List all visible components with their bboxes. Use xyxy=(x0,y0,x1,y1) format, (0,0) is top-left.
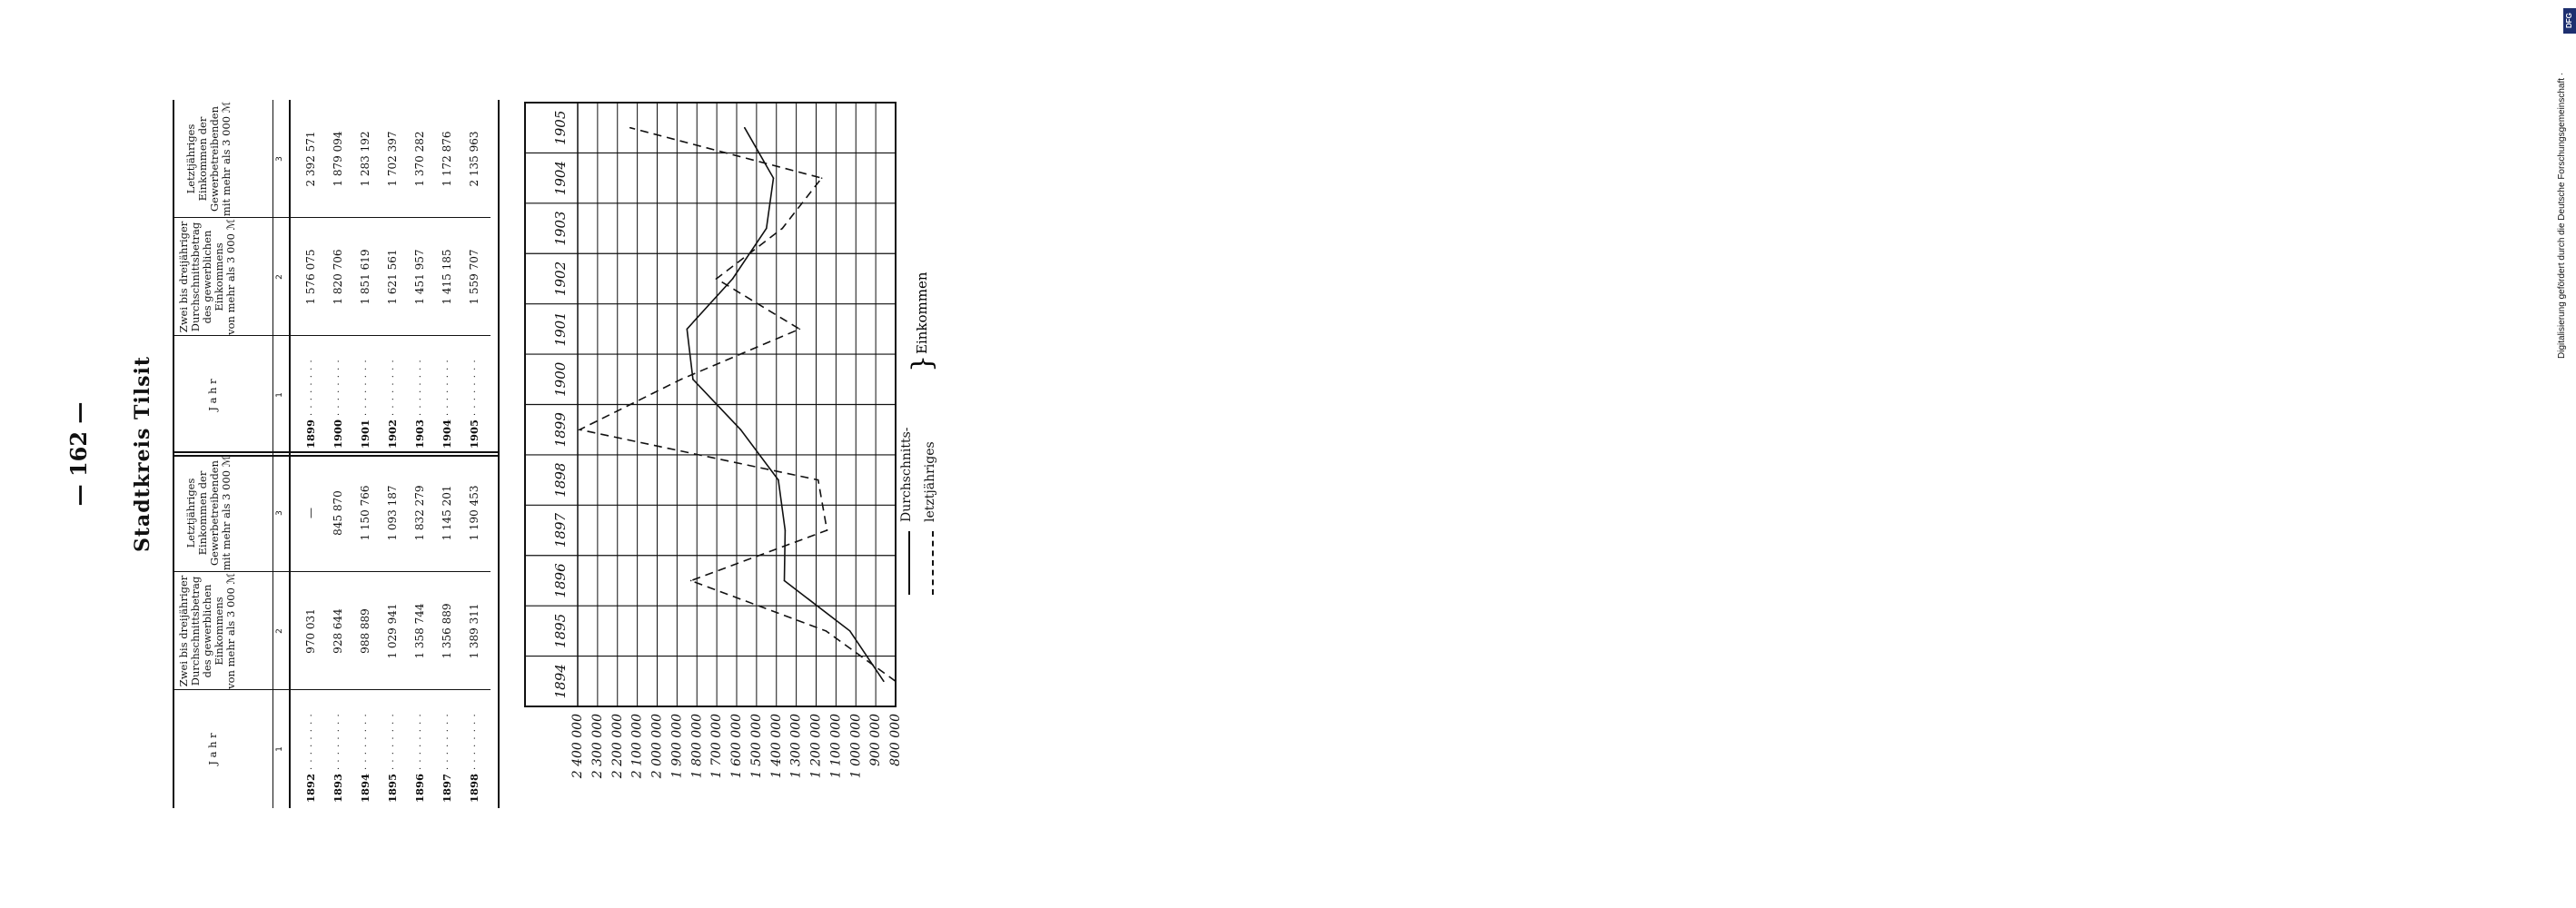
row-last-value: 1 879 094 xyxy=(332,131,344,187)
row-last-value: 1 702 397 xyxy=(386,131,399,187)
column-number: 1 xyxy=(275,746,284,752)
header-last xyxy=(185,100,233,218)
row-year: 1905 xyxy=(468,419,481,449)
row-year: 1897 xyxy=(441,773,453,803)
header-avg-line: von mehr als 3 000 ℳ xyxy=(224,219,237,335)
y-tick-label: 2 200 000 xyxy=(609,714,625,779)
row-year: 1892 xyxy=(304,773,317,803)
data-point xyxy=(826,630,827,632)
header-bottom-rule xyxy=(272,100,273,808)
data-point xyxy=(732,278,734,280)
y-tick-label: 2 400 000 xyxy=(570,714,585,779)
row-last-value: — xyxy=(304,508,317,518)
row-leader-dots: . . . . . . . . xyxy=(441,359,451,416)
center-double-rule xyxy=(173,451,500,453)
data-point xyxy=(680,379,682,380)
data-point xyxy=(883,680,885,682)
table-bottom-rule xyxy=(498,100,500,808)
page-number: — 162 — xyxy=(65,401,92,507)
column-number: 3 xyxy=(275,510,284,516)
header-avg-line: von mehr als 3 000 ℳ xyxy=(224,573,237,689)
legend-income-label: Einkommen xyxy=(914,271,930,354)
header-last-line: Einkommen der xyxy=(196,470,209,556)
x-year-label: 1894 xyxy=(552,664,569,699)
row-year: 1898 xyxy=(468,773,481,803)
data-point xyxy=(821,177,823,179)
y-tick-label: 1 300 000 xyxy=(788,714,804,779)
data-point xyxy=(817,479,819,481)
row-leader-dots: . . . . . . . . xyxy=(468,713,478,770)
y-tick-label: 900 000 xyxy=(868,714,884,766)
row-last-value: 1 172 876 xyxy=(441,131,453,187)
y-tick-label: 1 700 000 xyxy=(709,714,725,779)
x-year-label: 1902 xyxy=(552,261,569,297)
row-last-value: 1 190 453 xyxy=(468,485,481,541)
header-last-line: Gewerbetreibenden xyxy=(208,105,221,212)
row-avg-value: 1 621 561 xyxy=(386,249,399,305)
y-tick-label: 1 600 000 xyxy=(729,714,744,779)
y-tick-label: 1 200 000 xyxy=(808,714,824,779)
column-number: 1 xyxy=(275,392,284,398)
page-title: Stadtkreis Tilsit xyxy=(131,355,154,553)
header-last-line: Gewerbetreibenden xyxy=(208,459,221,567)
x-year-label: 1896 xyxy=(552,563,569,598)
row-last-value: 1 150 766 xyxy=(359,485,372,541)
row-leader-dots: . . . . . . . . xyxy=(468,359,478,416)
data-point xyxy=(579,429,580,430)
legend-solid-line xyxy=(908,531,910,595)
y-tick-label: 800 000 xyxy=(888,714,903,766)
row-year: 1896 xyxy=(413,773,426,803)
x-year-label: 1900 xyxy=(552,361,569,397)
row-avg-value: 1 451 957 xyxy=(413,249,426,305)
x-year-label: 1898 xyxy=(552,462,569,498)
row-leader-dots: . . . . . . . . xyxy=(386,713,396,770)
header-last-line: Letztjähriges xyxy=(184,123,197,194)
dfg-logo: DFG xyxy=(2563,8,2576,34)
row-year: 1893 xyxy=(332,773,344,803)
header-last-line: Einkommen der xyxy=(196,116,209,202)
row-leader-dots: . . . . . . . . xyxy=(304,713,314,770)
y-tick-label: 1 900 000 xyxy=(669,714,685,779)
x-year-label: 1899 xyxy=(552,412,569,448)
x-year-label: 1903 xyxy=(552,211,569,246)
data-point xyxy=(785,529,787,531)
header-avg-line: des gewerblichen xyxy=(201,230,213,324)
data-point xyxy=(740,429,742,430)
row-last-value: 1 832 279 xyxy=(413,485,426,541)
legend-dashed-line xyxy=(932,531,934,595)
row-leader-dots: . . . . . . . . xyxy=(413,713,423,770)
header-avg xyxy=(178,218,237,336)
header-last-line: Letztjähriges xyxy=(184,478,197,548)
header-year: J a h r xyxy=(206,733,219,765)
header-avg-line: Durchschnittsbetrag xyxy=(189,576,202,686)
credit-strip xyxy=(1276,0,2573,908)
colnum-rule xyxy=(289,100,291,808)
data-point xyxy=(687,329,689,331)
row-avg-value: 1 358 744 xyxy=(413,603,426,659)
row-leader-dots: . . . . . . . . xyxy=(386,359,396,416)
data-point xyxy=(773,177,775,179)
row-last-value: 1 093 187 xyxy=(386,485,399,541)
credit-text: Digitalisierung gefördert durch die Deutsche Forschungsgemeinschaft · xyxy=(2557,72,2567,359)
row-leader-dots: . . . . . . . . xyxy=(332,359,342,416)
row-leader-dots: . . . . . . . . xyxy=(304,359,314,416)
row-leader-dots: . . . . . . . . xyxy=(359,713,369,770)
row-year: 1904 xyxy=(441,419,453,449)
row-year: 1901 xyxy=(359,419,372,449)
legend-solid-label: Durchschnitts- xyxy=(899,427,914,522)
row-leader-dots: . . . . . . . . xyxy=(441,713,451,770)
row-avg-value: 928 644 xyxy=(332,608,344,654)
x-year-label: 1901 xyxy=(552,311,569,347)
row-leader-dots: . . . . . . . . xyxy=(413,359,423,416)
header-avg xyxy=(178,572,237,690)
legend-brace: } xyxy=(907,354,938,372)
data-point xyxy=(692,379,694,380)
row-last-value: 2 135 963 xyxy=(468,131,481,187)
header-avg-line: Einkommens xyxy=(213,597,225,666)
x-year-label: 1895 xyxy=(552,613,569,648)
data-point xyxy=(716,278,718,280)
row-year: 1902 xyxy=(386,419,399,449)
row-last-value: 1 145 201 xyxy=(441,485,453,541)
header-last-line: mit mehr als 3 000 ℳ xyxy=(220,455,233,571)
row-year: 1895 xyxy=(386,773,399,803)
x-year-label: 1905 xyxy=(552,110,569,145)
row-leader-dots: . . . . . . . . xyxy=(359,359,369,416)
data-point xyxy=(629,127,631,129)
y-tick-label: 1 400 000 xyxy=(768,714,784,779)
row-avg-value: 1 415 185 xyxy=(441,249,453,305)
legend-dashed-label: letztjähriges xyxy=(923,441,937,522)
header-avg-line: Durchschnittsbetrag xyxy=(189,222,202,332)
y-tick-label: 1 000 000 xyxy=(848,714,864,779)
income-table xyxy=(173,100,500,808)
data-point xyxy=(827,529,828,531)
y-tick-label: 2 000 000 xyxy=(649,714,665,779)
row-year: 1900 xyxy=(332,419,344,449)
table-top-rule xyxy=(173,100,174,808)
column-number: 2 xyxy=(275,274,284,280)
data-point xyxy=(778,479,779,481)
row-last-value: 845 870 xyxy=(332,490,344,536)
row-avg-value: 1 559 707 xyxy=(468,249,481,305)
rotated-document-page xyxy=(45,0,938,908)
data-point xyxy=(799,329,801,331)
y-tick-label: 2 300 000 xyxy=(590,714,605,779)
data-point xyxy=(849,630,851,632)
data-point xyxy=(766,228,768,230)
header-avg-line: des gewerblichen xyxy=(201,584,213,678)
header-year: J a h r xyxy=(206,379,219,411)
x-year-label: 1897 xyxy=(552,512,569,548)
y-tick-label: 2 100 000 xyxy=(629,714,645,779)
y-tick-label: 1 100 000 xyxy=(828,714,844,779)
header-avg-line: Zwei bis dreijähriger xyxy=(177,575,190,687)
data-point xyxy=(784,580,786,582)
data-point xyxy=(690,580,692,582)
row-year: 1894 xyxy=(359,773,372,803)
y-tick-label: 1 800 000 xyxy=(689,714,705,779)
header-last-line: mit mehr als 3 000 ℳ xyxy=(220,101,233,217)
header-avg-line: Einkommens xyxy=(213,242,225,311)
column-number: 2 xyxy=(275,628,284,634)
row-last-value: 1 370 282 xyxy=(413,131,426,187)
row-avg-value: 1 851 619 xyxy=(359,249,372,305)
y-tick-label: 1 500 000 xyxy=(748,714,764,779)
row-year: 1903 xyxy=(413,419,426,449)
row-avg-value: 1 029 941 xyxy=(386,603,399,659)
row-avg-value: 970 031 xyxy=(304,608,317,654)
row-last-value: 1 283 192 xyxy=(359,131,372,187)
header-avg-line: Zwei bis dreijähriger xyxy=(177,221,190,333)
data-point xyxy=(744,127,746,129)
data-point xyxy=(895,680,897,682)
row-avg-value: 1 356 889 xyxy=(441,603,453,659)
header-last xyxy=(185,454,233,572)
row-avg-value: 1 389 311 xyxy=(468,603,481,659)
row-leader-dots: . . . . . . . . xyxy=(332,713,342,770)
row-avg-value: 988 889 xyxy=(359,608,372,654)
column-number: 3 xyxy=(275,156,284,162)
row-avg-value: 1 576 075 xyxy=(304,249,317,305)
row-last-value: 2 392 571 xyxy=(304,131,317,187)
row-avg-value: 1 820 706 xyxy=(332,249,344,305)
row-year: 1899 xyxy=(304,419,317,449)
data-point xyxy=(782,228,784,230)
x-year-label: 1904 xyxy=(552,161,569,196)
